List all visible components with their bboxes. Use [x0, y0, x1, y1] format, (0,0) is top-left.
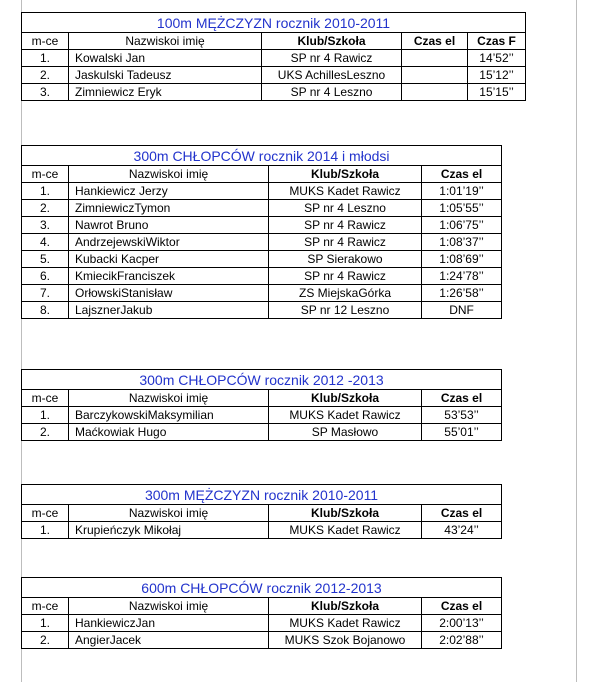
time-cell: 55’01’’	[422, 424, 502, 441]
results-table	[21, 577, 502, 649]
table-row	[22, 632, 502, 649]
place-cell: 1.	[22, 50, 69, 67]
place-cell: 8.	[22, 302, 69, 319]
name-cell: Krupieńczyk Mikołaj	[69, 522, 269, 539]
time-cell: 1:24’78’’	[422, 268, 502, 285]
club-cell: SP Sierakowo	[269, 251, 422, 268]
table-row	[22, 407, 502, 424]
time-cell: 53’53’’	[422, 407, 502, 424]
column-header: m-ce	[22, 598, 69, 615]
place-cell: 2.	[22, 632, 69, 649]
club-cell: SP nr 4 Rawicz	[269, 234, 422, 251]
table-title-row	[22, 13, 526, 33]
table-row	[22, 522, 502, 539]
table-row	[22, 200, 502, 217]
column-header: m-ce	[22, 390, 69, 407]
results-table	[21, 369, 502, 441]
table-row	[22, 424, 502, 441]
place-cell: 4.	[22, 234, 69, 251]
club-cell: MUKS Szok Bojanowo	[269, 632, 422, 649]
column-header: Czas el	[422, 505, 502, 522]
table-row	[22, 251, 502, 268]
time-cell: DNF	[422, 302, 502, 319]
time-cell: 1:05’55’’	[422, 200, 502, 217]
table-row	[22, 84, 526, 101]
column-header: m-ce	[22, 505, 69, 522]
place-cell: 1.	[22, 183, 69, 200]
column-header: Czas F	[468, 33, 526, 50]
table-header-row	[22, 505, 502, 522]
column-header: Klub/Szkoła	[269, 598, 422, 615]
table-row	[22, 50, 526, 67]
name-cell: OrłowskiStanisław	[69, 285, 269, 302]
name-cell: Nawrot Bruno	[69, 217, 269, 234]
table-row	[22, 67, 526, 84]
club-cell: MUKS Kadet Rawicz	[269, 522, 422, 539]
table-row	[22, 302, 502, 319]
table-title-row	[22, 578, 502, 598]
column-header: Czas el	[422, 598, 502, 615]
name-cell: HankiewiczJan	[69, 615, 269, 632]
club-cell: MUKS Kadet Rawicz	[269, 615, 422, 632]
club-cell: SP nr 4 Rawicz	[269, 217, 422, 234]
table-row	[22, 285, 502, 302]
time-cell: 1:26’58’’	[422, 285, 502, 302]
club-cell: MUKS Kadet Rawicz	[269, 407, 422, 424]
table-row	[22, 183, 502, 200]
column-header: Nazwiskoi imię	[69, 33, 262, 50]
column-header: Nazwiskoi imię	[69, 505, 269, 522]
table-title: 300m CHŁOPCÓW rocznik 2014 i młodsi	[22, 146, 502, 166]
table-title-row	[22, 146, 502, 166]
club-cell: ZS MiejskaGórka	[269, 285, 422, 302]
time-cell	[402, 50, 468, 67]
table-title-row	[22, 485, 502, 505]
results-table	[21, 484, 502, 539]
table-row	[22, 234, 502, 251]
place-cell: 6.	[22, 268, 69, 285]
column-header: m-ce	[22, 166, 69, 183]
table-row	[22, 268, 502, 285]
place-cell: 1.	[22, 407, 69, 424]
table-header-row	[22, 166, 502, 183]
table-header-row	[22, 598, 502, 615]
name-cell: Kowalski Jan	[69, 50, 262, 67]
final-time-cell: 14’52’’	[468, 50, 526, 67]
time-cell: 2:00’13’’	[422, 615, 502, 632]
name-cell: AndrzejewskiWiktor	[69, 234, 269, 251]
column-header: Nazwiskoi imię	[69, 390, 269, 407]
place-cell: 2.	[22, 67, 69, 84]
club-cell: SP nr 4 Leszno	[262, 84, 402, 101]
name-cell: AngierJacek	[69, 632, 269, 649]
time-cell: 43’24’’	[422, 522, 502, 539]
page-margin-line-right	[576, 0, 577, 682]
time-cell: 1:08’69’’	[422, 251, 502, 268]
time-cell: 2:02’88’’	[422, 632, 502, 649]
column-header: Czas el	[422, 166, 502, 183]
club-cell: SP nr 4 Rawicz	[262, 50, 402, 67]
club-cell: UKS AchillesLeszno	[262, 67, 402, 84]
club-cell: SP nr 12 Leszno	[269, 302, 422, 319]
time-cell: 1:01’19’’	[422, 183, 502, 200]
name-cell: Kubacki Kacper	[69, 251, 269, 268]
club-cell: SP nr 4 Rawicz	[269, 268, 422, 285]
results-table	[21, 145, 502, 319]
club-cell: MUKS Kadet Rawicz	[269, 183, 422, 200]
column-header: Klub/Szkoła	[269, 390, 422, 407]
name-cell: Zimniewicz Eryk	[69, 84, 262, 101]
time-cell: 1:06’75’’	[422, 217, 502, 234]
column-header: Klub/Szkoła	[269, 166, 422, 183]
column-header: Klub/Szkoła	[269, 505, 422, 522]
time-cell	[402, 67, 468, 84]
table-header-row	[22, 390, 502, 407]
column-header: Klub/Szkoła	[262, 33, 402, 50]
table-title: 300m MĘŻCZYZN rocznik 2010-2011	[22, 485, 502, 505]
column-header: Nazwiskoi imię	[69, 598, 269, 615]
club-cell: SP Masłowo	[269, 424, 422, 441]
results-table	[21, 12, 526, 101]
place-cell: 7.	[22, 285, 69, 302]
name-cell: LajsznerJakub	[69, 302, 269, 319]
final-time-cell: 15’12’’	[468, 67, 526, 84]
name-cell: KmiecikFranciszek	[69, 268, 269, 285]
table-title: 600m CHŁOPCÓW rocznik 2012-2013	[22, 578, 502, 598]
table-row	[22, 615, 502, 632]
place-cell: 5.	[22, 251, 69, 268]
table-title: 100m MĘŻCZYZN rocznik 2010-2011	[22, 13, 526, 33]
place-cell: 3.	[22, 84, 69, 101]
place-cell: 2.	[22, 424, 69, 441]
table-header-row	[22, 33, 526, 50]
time-cell: 1:08’37’’	[422, 234, 502, 251]
name-cell: Maćkowiak Hugo	[69, 424, 269, 441]
club-cell: SP nr 4 Leszno	[269, 200, 422, 217]
table-title-row	[22, 370, 502, 390]
place-cell: 1.	[22, 522, 69, 539]
name-cell: BarczykowskiMaksymilian	[69, 407, 269, 424]
table-title: 300m CHŁOPCÓW rocznik 2012 -2013	[22, 370, 502, 390]
place-cell: 1.	[22, 615, 69, 632]
time-cell	[402, 84, 468, 101]
place-cell: 2.	[22, 200, 69, 217]
place-cell: 3.	[22, 217, 69, 234]
column-header: Czas el	[422, 390, 502, 407]
table-row	[22, 217, 502, 234]
name-cell: Jaskulski Tadeusz	[69, 67, 262, 84]
name-cell: Hankiewicz Jerzy	[69, 183, 269, 200]
column-header: Czas el	[402, 33, 468, 50]
name-cell: ZimniewiczTymon	[69, 200, 269, 217]
column-header: m-ce	[22, 33, 69, 50]
final-time-cell: 15’15’’	[468, 84, 526, 101]
column-header: Nazwiskoi imię	[69, 166, 269, 183]
